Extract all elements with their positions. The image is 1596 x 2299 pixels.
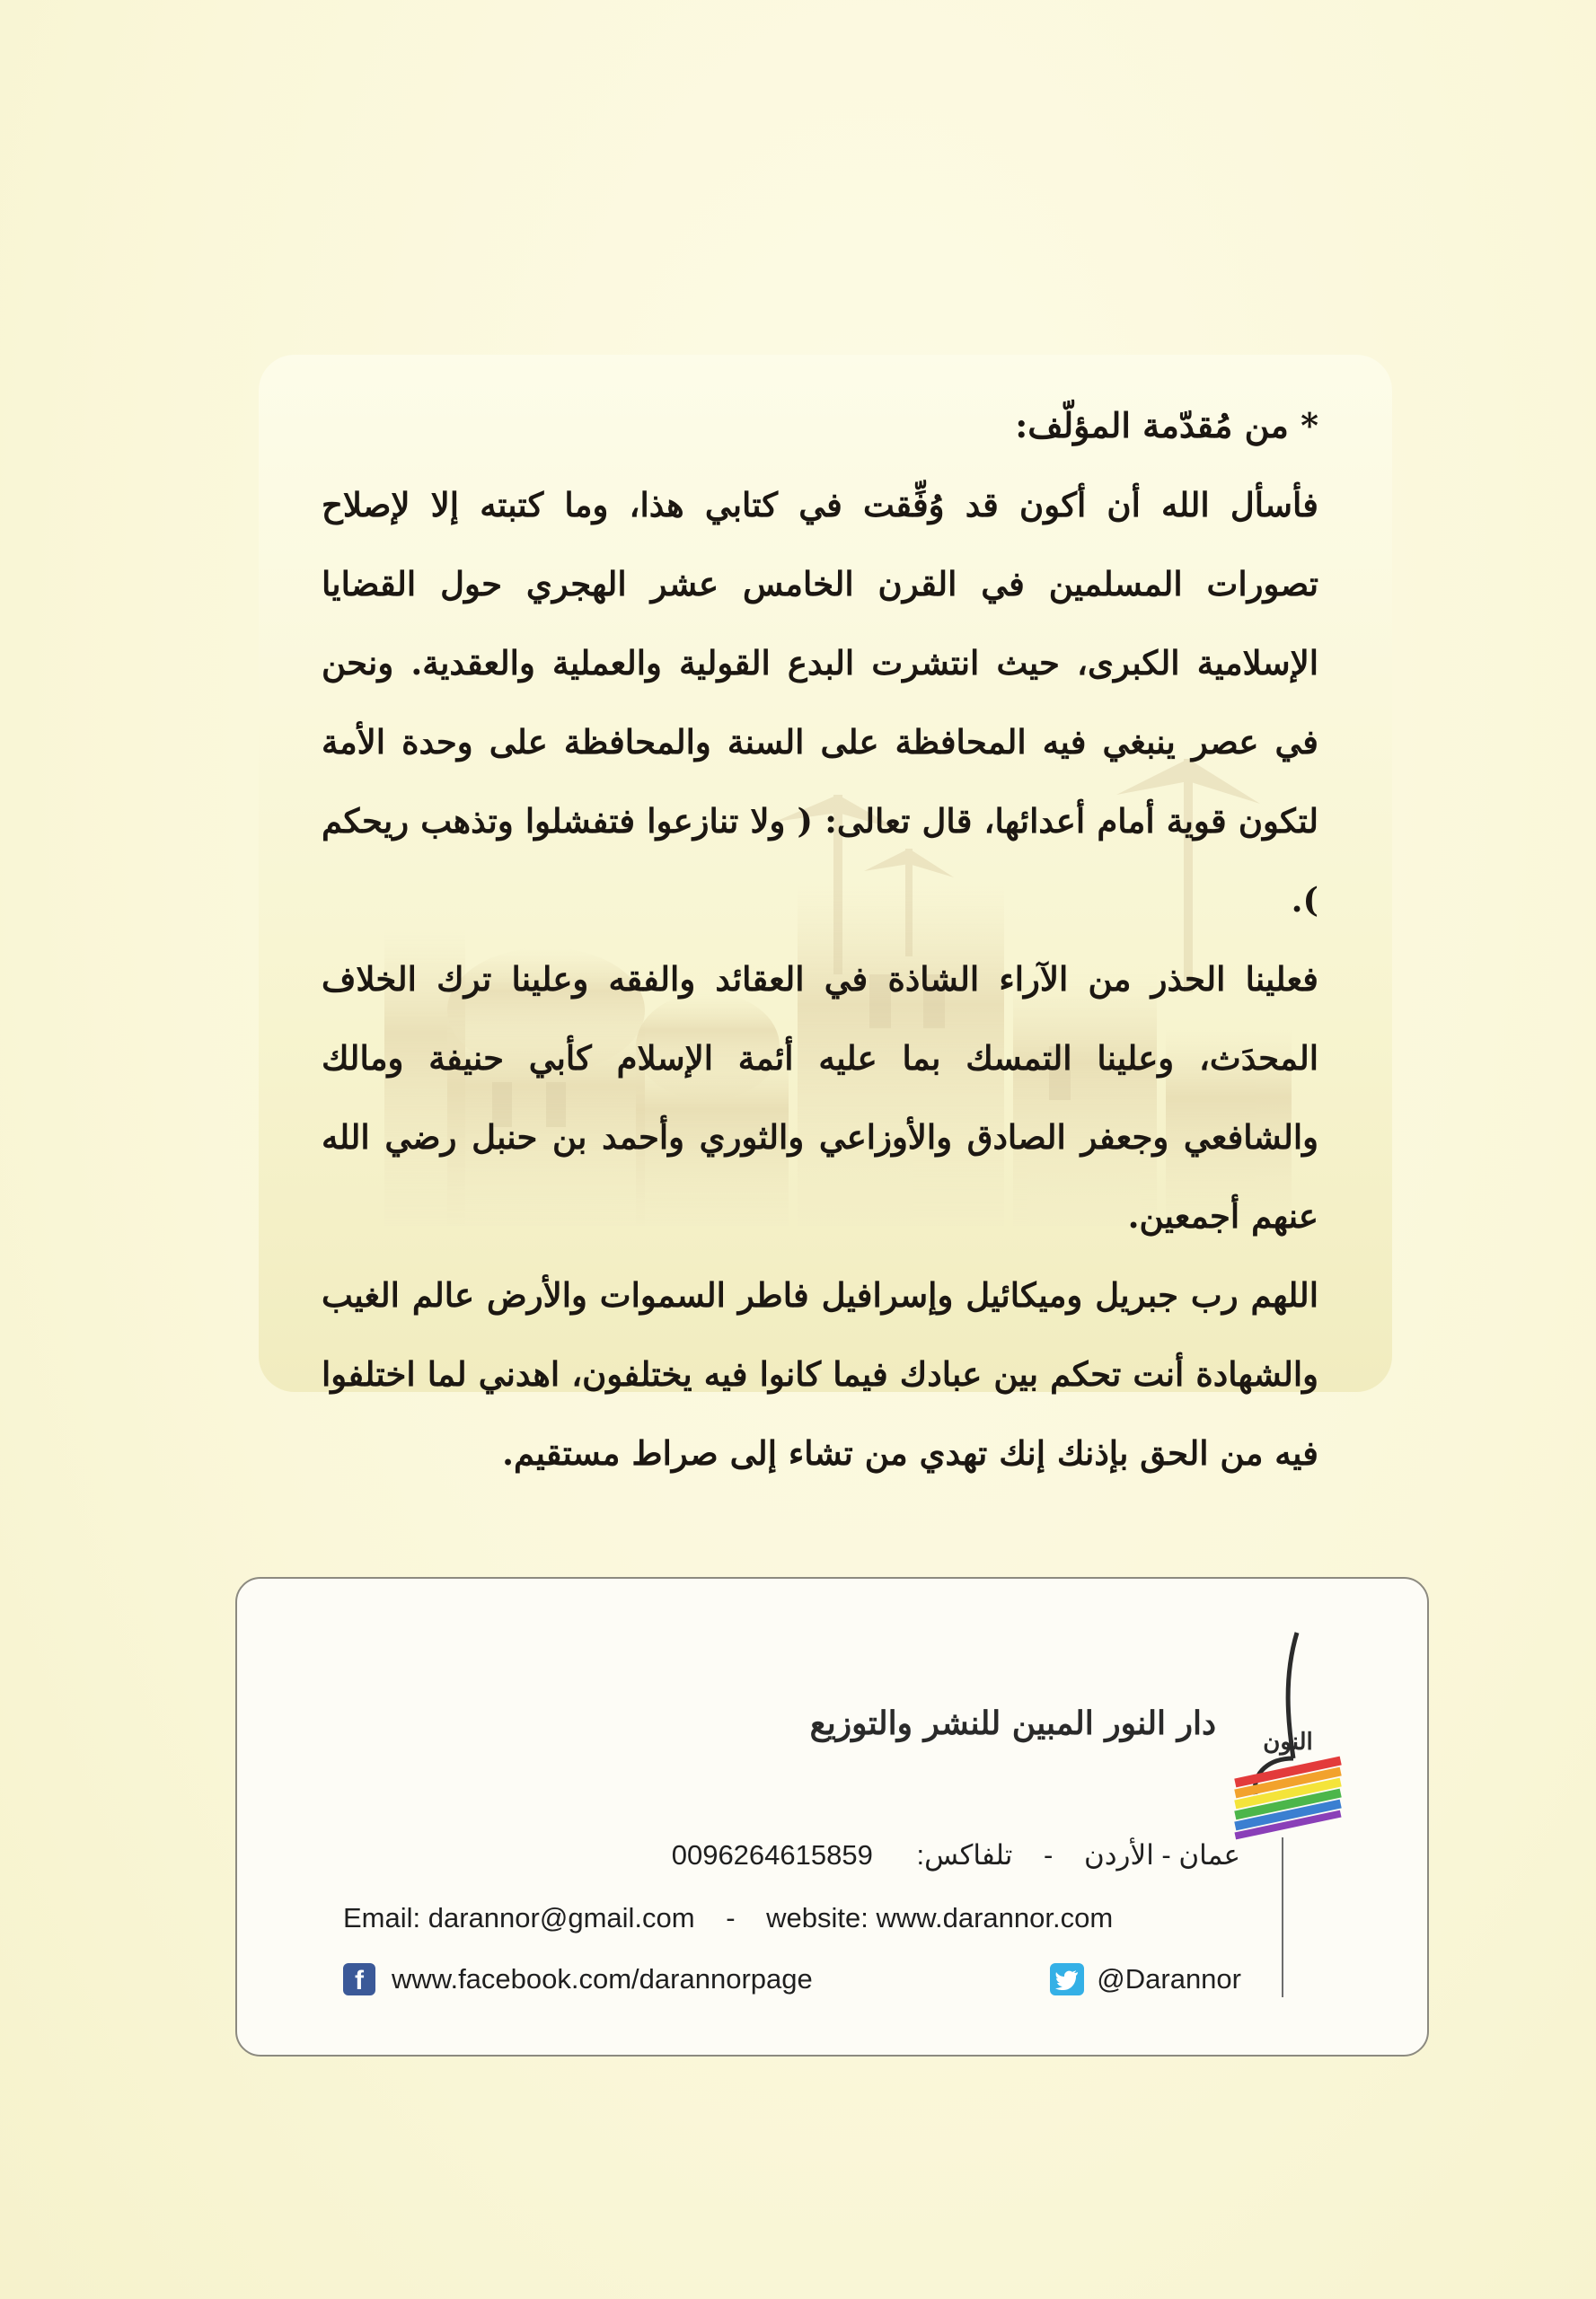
contact-divider: [1282, 1837, 1283, 1997]
email-label: Email:: [343, 1902, 421, 1933]
website-link[interactable]: www.darannor.com: [876, 1902, 1114, 1933]
website-label: website:: [766, 1902, 869, 1933]
twitter-handle[interactable]: @Darannor: [1097, 1963, 1241, 1995]
facebook-link[interactable]: www.facebook.com/darannorpage: [392, 1963, 813, 1995]
intro-paragraph-3: اللهم رب جبريل وميكائيل وإسرافيل فاطر السموات والأرض عالم الغيب والشهادة أنت تحكم بين عبادك فيما كانوا فيه يختلفون، اهدني لما اختلفوا فيه من الحق بإذنك إنك تهدي من تشاء إلى صراط مستقيم.: [322, 1275, 1318, 1473]
publisher-info-box: [235, 1577, 1429, 2057]
address-text: عمان - الأردن: [1083, 1839, 1240, 1871]
publisher-logo-icon: [1234, 1624, 1342, 1830]
intro-paragraph-2: فعلينا الحذر من الآراء الشاذة في العقائد والفقه وعلينا ترك الخلاف المحدَث، وعلينا التمسك بما عليه أئمة الإسلام كأبي حنيفة ومالك والشافعي وجعفر الصادق والأوزاعي والثوري وأحمد بن حنبل رضي الله عنهم أجمعين.: [322, 959, 1318, 1236]
email-website-row: [343, 1902, 1113, 1934]
twitter-group[interactable]: [1050, 1963, 1241, 1995]
intro-heading: * من مُقدّمة المؤلّف:: [1015, 405, 1318, 445]
separator: -: [1044, 1839, 1054, 1871]
email-link[interactable]: darannor@gmail.com: [428, 1902, 695, 1933]
fax-label: تلفاكس:: [916, 1839, 1013, 1871]
facebook-icon: f: [343, 1963, 375, 1995]
fax-number: 0096264615859: [671, 1839, 873, 1871]
intro-text-block: [322, 386, 1318, 1493]
address-fax-row: [672, 1839, 1240, 1872]
author-intro-panel: [259, 355, 1392, 1473]
facebook-group[interactable]: [343, 1963, 813, 1995]
separator: -: [726, 1902, 736, 1933]
intro-paragraph-1: فأسأل الله أن أكون قد وُفِّقت في كتابي هذا، وما كتبته إلا لإصلاح تصورات المسلمين في القرن الخامس عشر الهجري حول القضايا الإسلامية الكبرى، حيث انتشرت البدع القولية والعملية والعقدية. ونحن في عصر ينبغي فيه المحافظة على السنة والمحافظة على وحدة الأمة لتكون قوية أمام أعدائها، قال تعالى: ( ولا تنازعوا فتفشلوا وتذهب ريحكم ).: [322, 485, 1318, 920]
twitter-icon: [1050, 1963, 1084, 1995]
publisher-logo-text: النون: [1263, 1729, 1313, 1756]
publisher-name: دار النور المبين للنشر والتوزيع: [809, 1704, 1216, 1742]
